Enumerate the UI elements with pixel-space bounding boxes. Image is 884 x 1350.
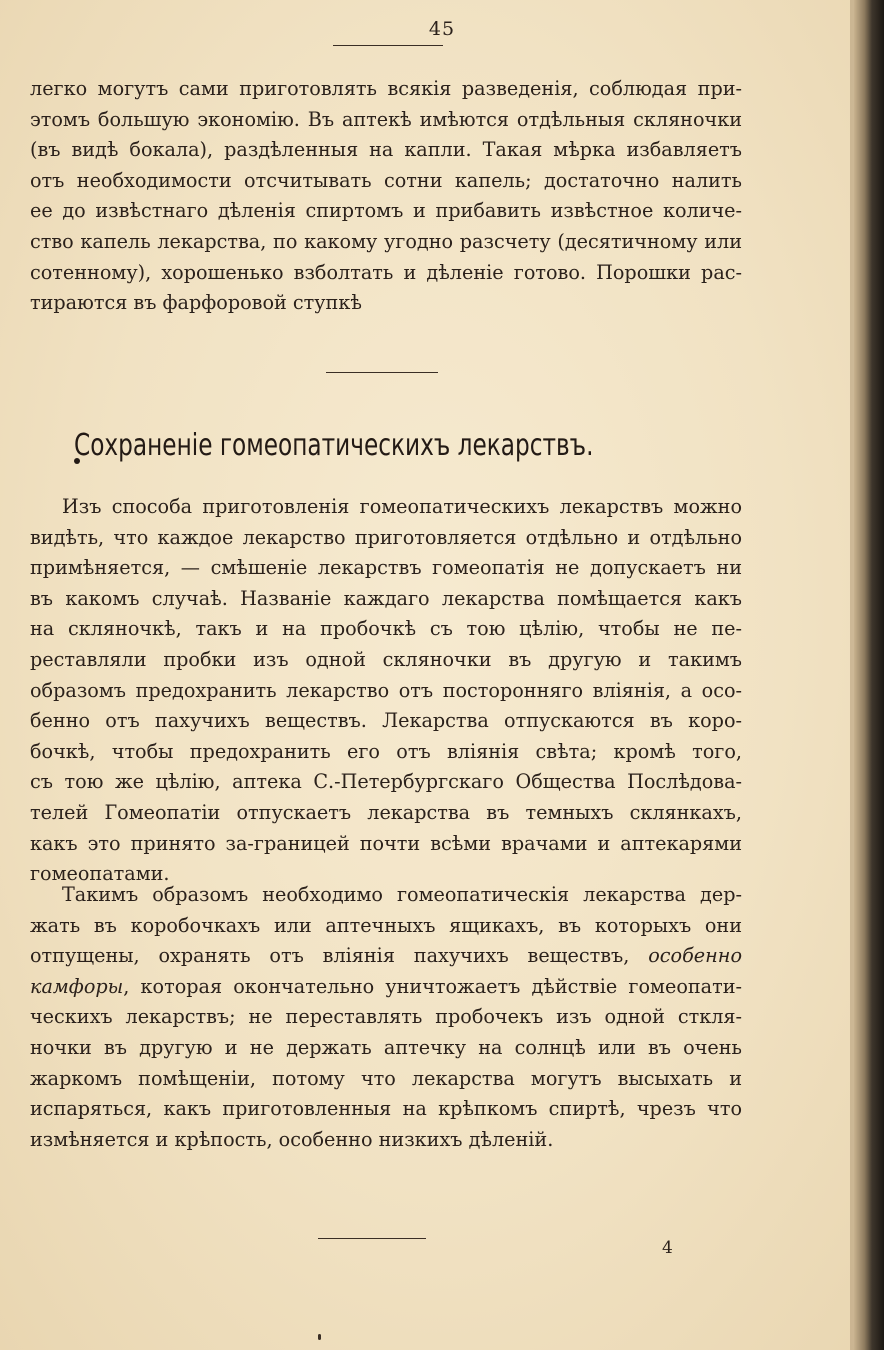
- text-line: примѣняется, — смѣшеніе лекарствъ гомеопатія не допускаетъ ни: [30, 556, 742, 580]
- text-line: легко могутъ сами приготовлять всякія разведенія, соблюдая при-: [30, 77, 742, 100]
- ink-speck: [318, 1334, 321, 1340]
- text-segment: , которая окончательно уничтожаетъ дѣйствіе гомеопати-: [123, 974, 742, 998]
- book-binding-edge: [854, 0, 884, 1350]
- emphasis-text: особенно: [648, 944, 742, 968]
- emphasis-text: камфоры: [30, 974, 124, 998]
- text-line: жать въ коробочкахъ или аптечныхъ ящикахъ, въ которыхъ они: [30, 913, 742, 937]
- text-line: ночки въ другую и не держать аптечку на солнцѣ или въ очень: [30, 1035, 742, 1059]
- text-line: бенно отъ пахучихъ веществъ. Лекарства отпускаются въ коро-: [30, 709, 742, 733]
- header-rule: [333, 45, 443, 46]
- signature-mark: 4: [662, 1238, 673, 1258]
- text-line: [30, 941, 742, 972]
- paragraph-continued: [30, 74, 742, 319]
- text-segment: отпущены, охранять отъ вліянія пахучихъ веществъ,: [30, 944, 630, 968]
- section-title: Сохраненіе гомеопатическихъ лекарствъ.: [74, 428, 594, 463]
- text-line: въ какомъ случаѣ. Названіе каждаго лекарства помѣщается какъ: [30, 586, 742, 610]
- text-line: видѣть, что каждое лекарство приготовляется отдѣльно и отдѣльно: [30, 525, 742, 549]
- text-line: образомъ предохранить лекарство отъ посторонняго вліянія, а осо-: [30, 678, 742, 702]
- page-number: 45: [428, 18, 456, 40]
- text-line: на скляночкѣ, такъ и на пробочкѣ съ тою цѣлію, чтобы не пе-: [30, 617, 742, 641]
- paragraph: [30, 880, 742, 1155]
- text-line: сотенному), хорошенько взболтать и дѣленіе готово. Порошки рас-: [30, 260, 742, 284]
- text-line: ее до извѣстнаго дѣленія спиртомъ и прибавить извѣстное количе-: [30, 199, 742, 223]
- text-line: съ тою же цѣлію, аптека С.-Петербургскаго Общества Послѣдова-: [30, 770, 742, 794]
- text-line: телей Гомеопатіи отпускаетъ лекарства въ темныхъ склянкахъ,: [30, 800, 742, 824]
- text-line: ческихъ лекарствъ; не переставлять пробочекъ изъ одной сткля-: [30, 1005, 742, 1029]
- paragraph: [30, 492, 742, 890]
- text-line: (въ видѣ бокала), раздѣленныя на капли. Такая мѣрка избавляетъ: [30, 138, 742, 162]
- text-line: этомъ большую экономію. Въ аптекѣ имѣются отдѣльныя скляночки: [30, 107, 742, 131]
- text-line: какъ это принято за-границей почти всѣми врачами и аптекарями: [30, 831, 742, 855]
- text-line: бочкѣ, чтобы предохранить его отъ вліянія свѣта; кромѣ того,: [30, 739, 742, 763]
- text-line: измѣняется и крѣпость, особенно низкихъ дѣленій.: [30, 1127, 554, 1151]
- section-divider: [326, 372, 438, 373]
- footer-rule: [318, 1238, 426, 1239]
- text-line: Такимъ образомъ необходимо гомеопатическія лекарства дер-: [62, 883, 742, 906]
- text-line: реставляли пробки изъ одной скляночки въ другую и такимъ: [30, 647, 742, 671]
- text-line: отъ необходимости отсчитывать сотни капель; достаточно налить: [30, 168, 742, 192]
- text-line: гомеопатами.: [30, 862, 170, 886]
- text-line: Изъ способа приготовленія гомеопатическихъ лекарствъ можно: [62, 495, 742, 518]
- text-line: испаряться, какъ приготовленныя на крѣпкомъ спиртѣ, чрезъ что: [30, 1097, 742, 1121]
- text-line: [30, 972, 742, 1003]
- text-line: ство капель лекарства, по какому угодно разсчету (десятичному или: [30, 229, 742, 253]
- text-line: тираются въ фарфоровой ступкѣ: [30, 291, 362, 315]
- text-line: жаркомъ помѣщеніи, потому что лекарства могутъ высыхать и: [30, 1066, 742, 1090]
